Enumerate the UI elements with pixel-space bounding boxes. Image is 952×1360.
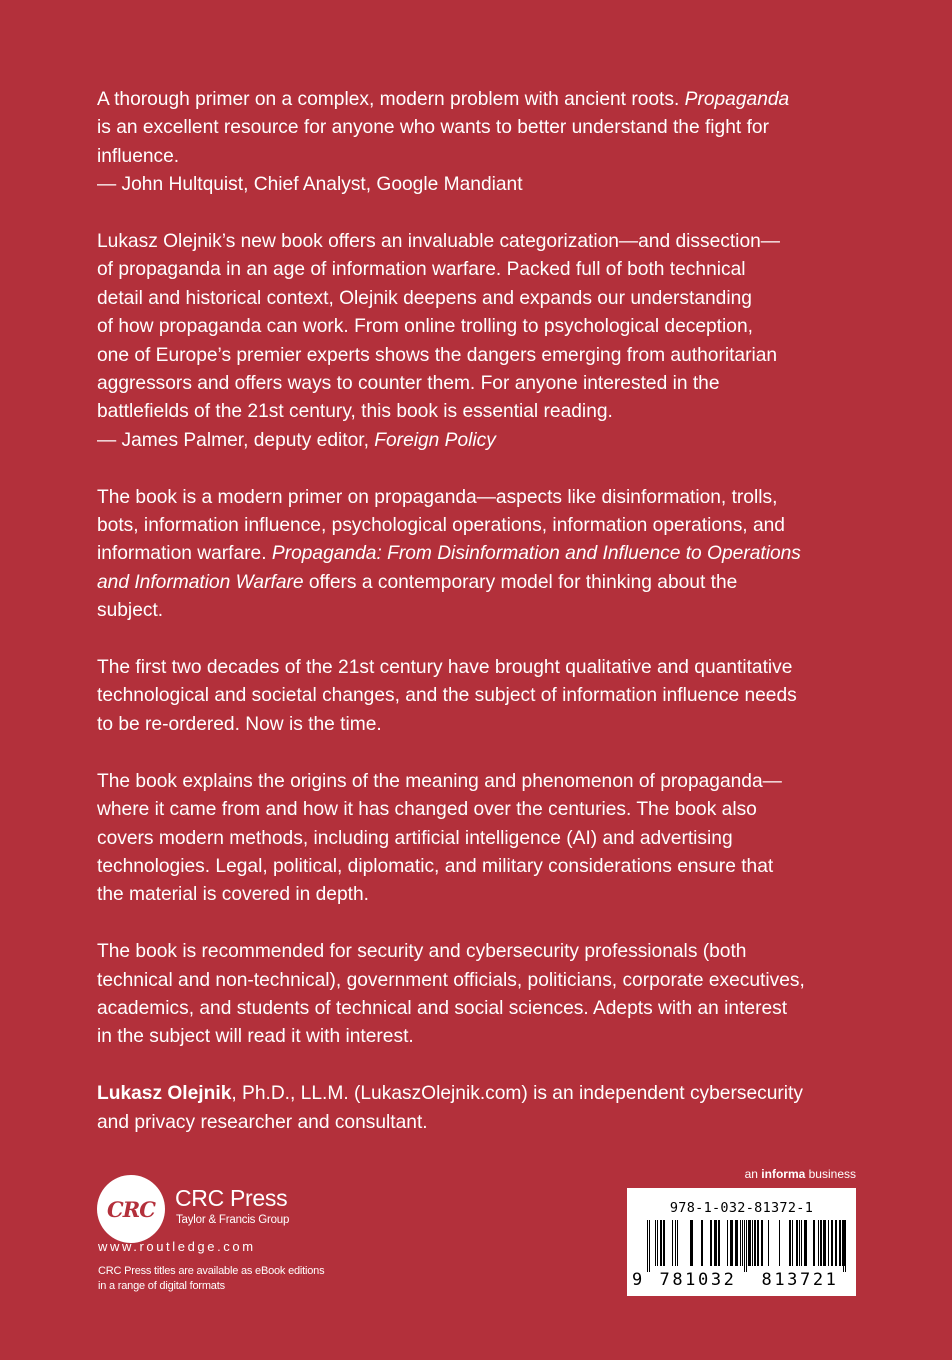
text-line <box>97 342 867 370</box>
informa-tagline <box>745 1167 856 1181</box>
text-line <box>97 597 867 625</box>
text-line <box>97 370 867 398</box>
text-segment: and privacy researcher and consultant. <box>97 1111 428 1133</box>
text-segment: covers modern methods, including artificial intelligence (AI) and advertising <box>97 827 733 849</box>
publisher-block <box>97 1175 417 1305</box>
isbn-digit-group: 813721 <box>761 1270 839 1290</box>
ebook-note <box>98 1264 324 1294</box>
text-line <box>97 1109 867 1137</box>
text-paragraph <box>97 1080 867 1137</box>
text-line <box>97 768 867 796</box>
text-line <box>97 967 867 995</box>
text-paragraph <box>97 86 867 200</box>
text-segment: A thorough primer on a complex, modern problem with ancient roots. <box>97 89 685 110</box>
text-segment: where it came from and how it has changed over the centuries. The book also <box>97 799 757 821</box>
text-line <box>97 711 867 739</box>
text-line <box>97 796 867 824</box>
text-line <box>97 256 867 284</box>
text-paragraph <box>97 654 867 739</box>
text-line <box>97 938 867 966</box>
text-segment: The first two decades of the 21st century have brought qualitative and quantitative <box>97 657 793 679</box>
text-segment: to be re-ordered. Now is the time. <box>97 713 382 735</box>
back-cover-text <box>97 86 867 1165</box>
text-line <box>97 682 867 710</box>
text-segment: aggressors and offers ways to counter them. For anyone interested in the <box>97 373 720 395</box>
text-line <box>97 569 867 597</box>
text-segment: the material is covered in depth. <box>97 884 369 906</box>
text-line <box>97 825 867 853</box>
text-line <box>97 881 867 909</box>
text-segment: Foreign Policy <box>374 429 496 451</box>
isbn-text: 978-1-032-81372-1 <box>669 1200 814 1216</box>
text-segment: subject. <box>97 600 164 622</box>
text-line <box>97 427 867 455</box>
text-line <box>97 1023 867 1051</box>
text-segment: Propaganda <box>684 89 790 110</box>
text-segment: — James Palmer, deputy editor, <box>97 429 375 451</box>
ebook-note-line: CRC Press titles are available as eBook editions <box>98 1265 325 1277</box>
text-line <box>97 228 867 256</box>
text-paragraph <box>97 768 867 910</box>
barcode-bars-icon <box>647 1220 847 1272</box>
text-paragraph <box>97 228 867 455</box>
text-line <box>97 398 867 426</box>
text-segment: technologies. Legal, political, diplomatic, and military considerations ensure that <box>97 855 774 877</box>
text-segment: The book explains the origins of the meaning and phenomenon of propaganda— <box>97 770 782 792</box>
text-segment: technical and non-technical), government officials, politicians, corporate executives, <box>97 969 805 991</box>
text-segment: offers a contemporary model for thinking about the <box>303 571 738 593</box>
publisher-name: CRC Press <box>175 1185 288 1211</box>
text-segment: information warfare. <box>97 543 272 565</box>
text-line <box>97 512 867 540</box>
text-segment: The book is a modern primer on propaganda—aspects like disinformation, trolls, <box>97 486 778 508</box>
text-line <box>97 143 867 171</box>
crc-logo-icon <box>97 1175 165 1243</box>
informa-prefix: an <box>744 1167 762 1181</box>
text-segment: in the subject will read it with interest. <box>97 1026 414 1048</box>
text-line <box>97 1080 867 1108</box>
publisher-group: Taylor & Francis Group <box>176 1214 290 1226</box>
crc-logo-text: CRC <box>107 1196 155 1222</box>
text-line <box>97 654 867 682</box>
publisher-website: www.routledge.com <box>98 1239 256 1254</box>
text-segment: , Ph.D., LL.M. (LukaszOlejnik.com) is an independent cybersecurity <box>231 1083 803 1105</box>
text-segment: influence. <box>97 145 180 167</box>
isbn-barcode <box>627 1188 856 1296</box>
text-line <box>97 853 867 881</box>
text-segment: one of Europe’s premier experts shows the dangers emerging from authoritarian <box>97 344 778 366</box>
text-line <box>97 313 867 341</box>
informa-brand: informa <box>761 1167 806 1181</box>
text-line <box>97 540 867 568</box>
text-segment: Lukasz Olejnik’s new book offers an invaluable categorization—and dissection— <box>97 231 780 253</box>
text-line <box>97 171 867 199</box>
text-segment: of how propaganda can work. From online trolling to psychological deception, <box>97 316 753 338</box>
informa-suffix: business <box>805 1167 856 1181</box>
text-segment: and Information Warfare <box>97 571 304 593</box>
text-line <box>97 86 867 114</box>
isbn-digits <box>632 1270 851 1290</box>
text-segment: The book is recommended for security and cybersecurity professionals (both <box>97 941 747 963</box>
text-paragraph <box>97 484 867 626</box>
isbn-digit-lead: 9 <box>632 1270 643 1290</box>
text-segment: Propaganda: From Disinformation and Influence to Operations <box>271 543 801 565</box>
text-paragraph <box>97 938 867 1052</box>
ebook-note-line: in a range of digital formats <box>98 1280 225 1292</box>
text-segment: bots, information influence, psychological operations, information operations, and <box>97 515 785 537</box>
text-segment: Lukasz Olejnik <box>97 1083 232 1105</box>
text-segment: — John Hultquist, Chief Analyst, Google Mandiant <box>97 174 523 196</box>
text-line <box>97 114 867 142</box>
text-segment: detail and historical context, Olejnik deepens and expands our understanding <box>97 287 752 309</box>
text-segment: of propaganda in an age of information warfare. Packed full of both technical <box>97 259 746 281</box>
text-line <box>97 995 867 1023</box>
text-segment: technological and societal changes, and the subject of information influence needs <box>97 685 797 707</box>
text-segment: academics, and students of technical and social sciences. Adepts with an interest <box>97 997 788 1019</box>
text-line <box>97 484 867 512</box>
text-segment: is an excellent resource for anyone who wants to better understand the fight for <box>97 117 769 139</box>
text-line <box>97 285 867 313</box>
isbn-digit-group: 781032 <box>659 1270 737 1290</box>
text-segment: battlefields of the 21st century, this book is essential reading. <box>97 401 613 423</box>
